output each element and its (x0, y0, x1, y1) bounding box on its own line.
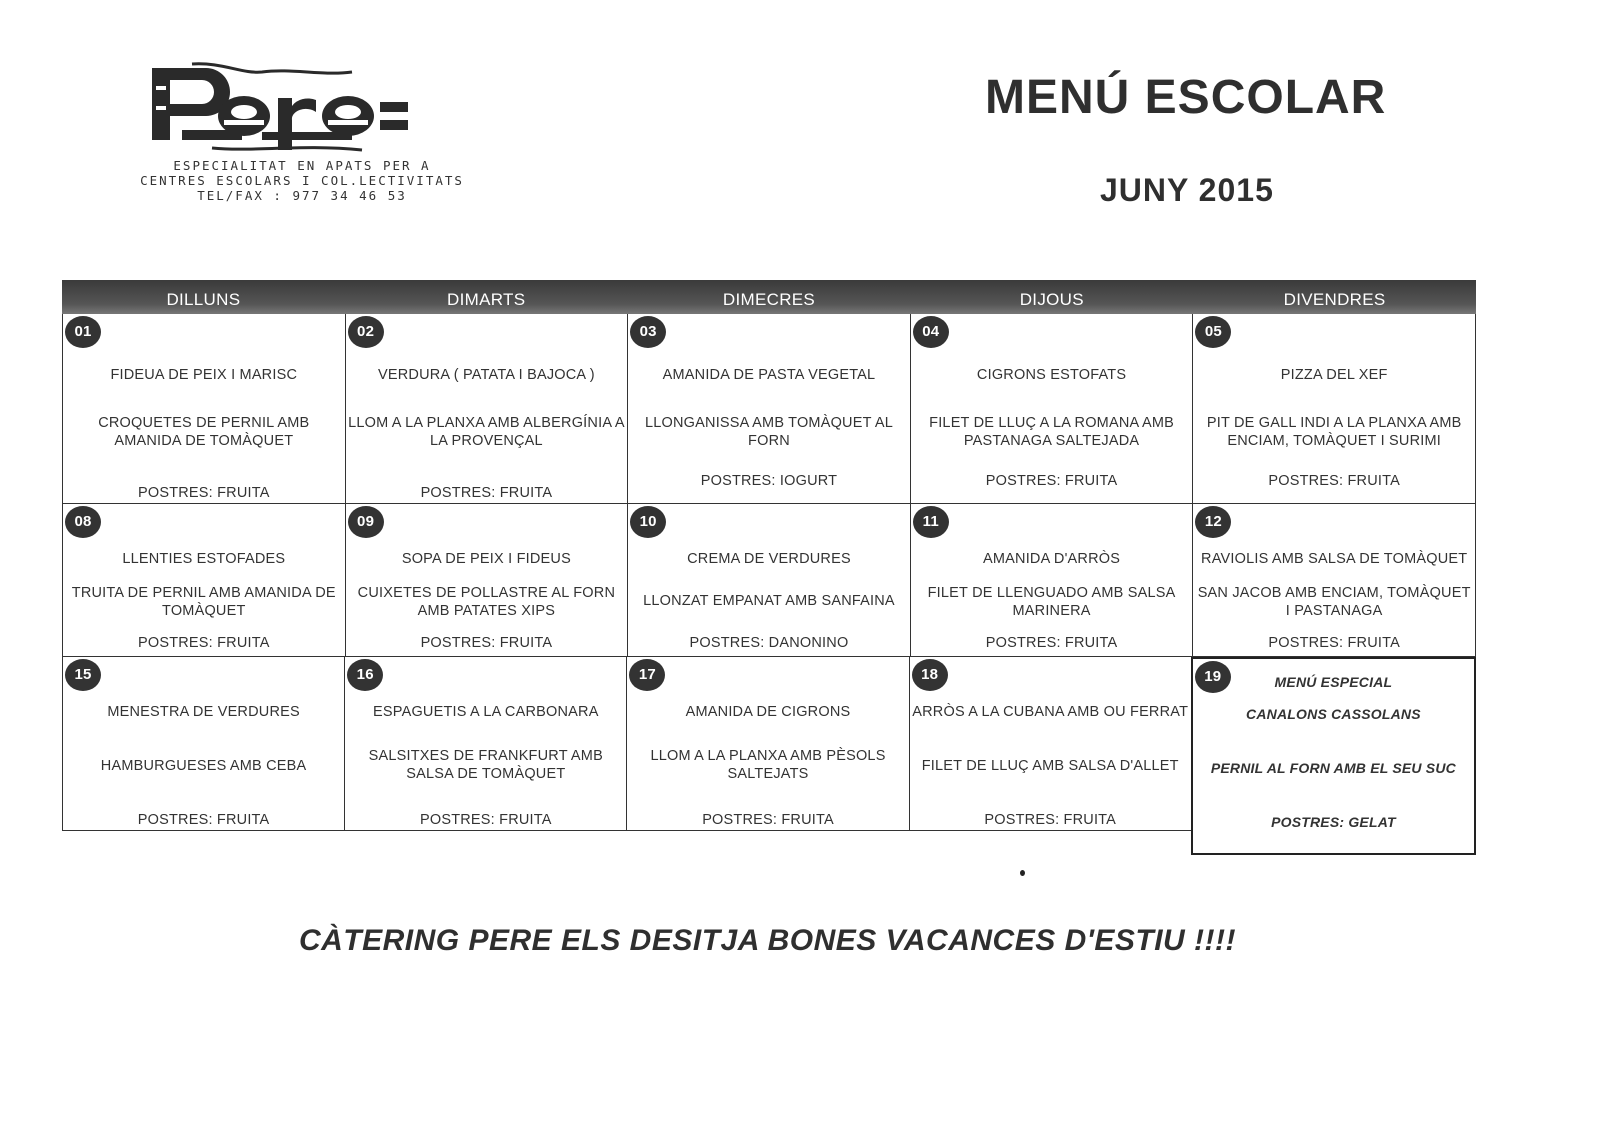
dessert: POSTRES: GELAT (1271, 814, 1396, 830)
first-course: CANALONS CASSOLANS (1246, 706, 1421, 722)
first-course: AMANIDA DE PASTA VEGETAL (662, 367, 876, 383)
page-title: MENÚ ESCOLAR (985, 71, 1387, 124)
logo-tagline-line-2: CENTRES ESCOLARS I COL.LECTIVITATS (140, 173, 464, 188)
day-number: 05 (1195, 316, 1231, 348)
first-course: AMANIDA DE CIGRONS (685, 704, 851, 720)
second-course: HAMBURGUESES AMB CEBA (100, 758, 307, 774)
dessert: POSTRES: FRUITA (984, 812, 1117, 828)
day-cell (62, 504, 345, 657)
day-cell (626, 657, 908, 831)
dessert: POSTRES: FRUITA (420, 635, 553, 651)
second-course: PIT DE GALL INDI A LA PLANXA AMB ENCIAM, TOMÀQUET I SURIMI (1206, 415, 1462, 449)
day-number: 11 (913, 506, 949, 538)
day-cell (344, 657, 626, 831)
second-course: LLONGANISSA AMB TOMÀQUET AL FORN (645, 415, 893, 449)
dessert: POSTRES: FRUITA (137, 485, 270, 501)
weekday-monday: DILLUNS (166, 290, 241, 309)
first-course: ARRÒS A LA CUBANA AMB OU FERRAT (912, 704, 1189, 720)
day-cell (1192, 314, 1476, 504)
dessert: POSTRES: IOGURT (700, 473, 838, 489)
special-menu-title: MENÚ ESPECIAL (1274, 674, 1393, 690)
second-course: CUIXETES DE POLLASTRE AL FORN AMB PATATES XIPS (357, 585, 616, 619)
second-course: LLOM A LA PLANXA AMB PÈSOLS SALTEJATS (650, 748, 886, 782)
second-course: SALSITXES DE FRANKFURT AMB SALSA DE TOMÀQUET (368, 748, 603, 782)
weekday-header (62, 280, 1476, 314)
first-course: SOPA DE PEIX I FIDEUS (401, 551, 571, 567)
first-course: FIDEUA DE PEIX I MARISC (110, 367, 298, 383)
second-course: TRUITA DE PERNIL AMB AMANIDA DE TOMÀQUET (71, 585, 336, 619)
special-menu-cell (1191, 657, 1476, 855)
second-course: CROQUETES DE PERNIL AMB AMANIDA DE TOMÀQUET (98, 415, 310, 449)
second-course: SAN JACOB AMB ENCIAM, TOMÀQUET I PASTANAGA (1197, 585, 1471, 619)
day-number: 10 (630, 506, 666, 538)
logo-tagline-line-1: ESPECIALITAT EN APATS PER A (173, 158, 431, 173)
first-course: ESPAGUETIS A LA CARBONARA (373, 704, 599, 720)
week-row (62, 504, 1476, 657)
day-number: 01 (65, 316, 101, 348)
day-number: 18 (912, 659, 948, 691)
day-number: 19 (1195, 661, 1231, 693)
first-course: VERDURA ( PATATA I BAJOCA ) (378, 367, 595, 383)
second-course: FILET DE LLENGUADO AMB SALSA MARINERA (927, 585, 1176, 619)
day-cell (345, 504, 628, 657)
day-number: 08 (65, 506, 101, 538)
day-number: 09 (348, 506, 384, 538)
first-course: LLENTIES ESTOFADES (122, 551, 286, 567)
dessert: POSTRES: FRUITA (1268, 473, 1400, 489)
weekday-thursday: DIJOUS (1019, 290, 1084, 309)
dessert: POSTRES: FRUITA (985, 635, 1118, 651)
dessert: POSTRES: DANONINO (689, 635, 849, 651)
scan-speck (1020, 870, 1025, 876)
day-cell (345, 314, 628, 504)
first-course: CIGRONS ESTOFATS (976, 367, 1127, 383)
logo-tagline-line-3: TEL/FAX : 977 34 46 53 (197, 188, 407, 203)
weekday-wednesday: DIMECRES (722, 290, 816, 309)
dessert: POSTRES: FRUITA (420, 485, 553, 501)
second-course: FILET DE LLUÇ AMB SALSA D'ALLET (921, 758, 1179, 774)
day-number: 12 (1195, 506, 1231, 538)
week-row (62, 657, 1476, 855)
second-course: LLONZAT EMPANAT AMB SANFAINA (643, 593, 895, 609)
dessert: POSTRES: FRUITA (1268, 635, 1400, 651)
weekday-tuesday: DIMARTS (447, 290, 526, 309)
page-subtitle: JUNY 2015 (1100, 172, 1274, 208)
dessert: POSTRES: FRUITA (702, 812, 834, 828)
dessert: POSTRES: FRUITA (137, 635, 270, 651)
pere-logo-icon (152, 62, 412, 154)
first-course: MENESTRA DE VERDURES (107, 704, 300, 720)
second-course: LLOM A LA PLANXA AMB ALBERGÍNIA A LA PROVENÇAL (348, 415, 625, 449)
day-cell (627, 504, 910, 657)
menu-calendar (62, 280, 1476, 855)
weekday-friday: DIVENDRES (1283, 290, 1386, 309)
day-number: 04 (913, 316, 949, 348)
first-course: CREMA DE VERDURES (687, 551, 851, 567)
first-course: PIZZA DEL XEF (1280, 367, 1388, 383)
dessert: POSTRES: FRUITA (137, 812, 270, 828)
day-number: 02 (348, 316, 384, 348)
day-number: 17 (629, 659, 665, 691)
company-logo (92, 62, 512, 212)
dessert: POSTRES: FRUITA (419, 812, 552, 828)
day-cell (62, 657, 344, 831)
day-cell (910, 504, 1193, 657)
day-cell (62, 314, 345, 504)
footer-message: CÀTERING PERE ELS DESITJA BONES VACANCES D'ESTIU !!!! (298, 924, 1237, 957)
second-course: PERNIL AL FORN AMB EL SEU SUC (1210, 760, 1456, 776)
dessert: POSTRES: FRUITA (985, 473, 1118, 489)
day-cell (627, 314, 910, 504)
first-course: RAVIOLIS AMB SALSA DE TOMÀQUET (1201, 551, 1468, 567)
logo-tagline (92, 158, 512, 203)
day-number: 15 (65, 659, 101, 691)
first-course: AMANIDA D'ARRÒS (983, 551, 1121, 567)
day-number: 03 (630, 316, 666, 348)
day-cell (1192, 504, 1476, 657)
day-cell (910, 314, 1193, 504)
day-cell (909, 657, 1191, 831)
second-course: FILET DE LLUÇ A LA ROMANA AMB PASTANAGA SALTEJADA (929, 415, 1175, 449)
day-number: 16 (347, 659, 383, 691)
week-row (62, 314, 1476, 504)
